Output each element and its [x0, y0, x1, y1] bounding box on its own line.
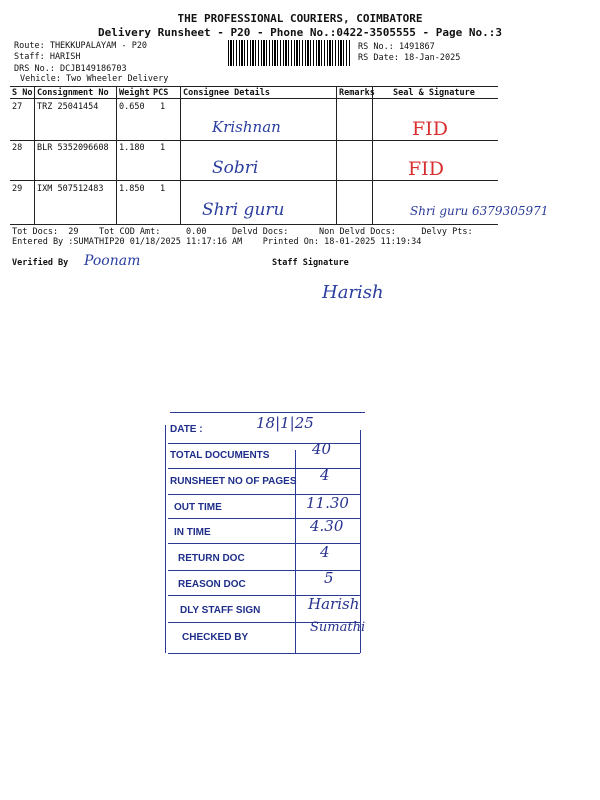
row-pcs: 1 — [160, 102, 166, 112]
stamp-value: Sumathi — [310, 620, 366, 635]
row-sno: 27 — [12, 102, 23, 112]
drs-label: DRS No.: DCJB149186703 — [14, 64, 127, 74]
stamp-value: 18|1|25 — [256, 414, 314, 432]
runsheet-subtitle: Delivery Runsheet - P20 - Phone No.:0422-3505555 - Page No.:3 — [98, 26, 502, 39]
seal-signature: Shri guru 6379305971 — [410, 204, 549, 218]
rs-date: RS Date: 18-Jan-2025 — [358, 53, 461, 63]
verified-label: Verified By — [12, 258, 69, 268]
col-pcs: PCS — [153, 88, 169, 98]
staff-signature: Harish — [322, 282, 384, 303]
row-weight: 1.850 — [119, 184, 145, 194]
entered-line: Entered By :SUMATHIP20 01/18/2025 11:17:16 AM Printed On: 18-01-2025 11:19:34 — [12, 237, 422, 247]
stamp-label: IN TIME — [174, 527, 211, 538]
stamp-value: 4 — [320, 466, 330, 484]
row-weight: 0.650 — [119, 102, 145, 112]
row-pcs: 1 — [160, 143, 166, 153]
row-sno: 29 — [12, 184, 23, 194]
stamp-value: Harish — [308, 595, 360, 613]
col-seal: Seal & Signature — [393, 88, 475, 98]
stamp-label: RUNSHEET NO OF PAGES — [170, 476, 297, 487]
col-weight: Weight — [119, 88, 150, 98]
stamp-value: 4 — [320, 543, 330, 561]
col-consignee: Consignee Details — [183, 88, 270, 98]
row-consignment: TRZ 25041454 — [37, 102, 99, 112]
stamp-label: REASON DOC — [178, 579, 246, 590]
totals-line: Tot Docs: 29 Tot COD Amt: 0.00 Delvd Docs: Non Delvd Docs: Delvy Pts: — [12, 227, 473, 237]
stamp-value: 11.30 — [306, 494, 349, 512]
stamp-value: 4.30 — [310, 517, 344, 535]
stamp-label: CHECKED BY — [182, 632, 249, 643]
stamp-label: TOTAL DOCUMENTS — [170, 450, 270, 461]
col-sno: S No — [12, 88, 33, 98]
stamp-label: DLY STAFF SIGN — [180, 605, 261, 616]
rs-number: RS No.: 1491867 — [358, 42, 435, 52]
seal-signature: FID — [408, 158, 444, 180]
col-consignment: Consignment No — [37, 88, 109, 98]
stamp-label: OUT TIME — [174, 502, 222, 513]
vehicle-label: Vehicle: Two Wheeler Delivery — [20, 74, 169, 84]
seal-signature: FID — [412, 118, 448, 140]
verified-signature: Poonam — [84, 253, 141, 269]
row-weight: 1.180 — [119, 143, 145, 153]
stamp-label: DATE : — [170, 424, 203, 435]
row-pcs: 1 — [160, 184, 166, 194]
row-sno: 28 — [12, 143, 23, 153]
route-label: Route: THEKKUPALAYAM - P20 — [14, 41, 148, 51]
stamp-label: RETURN DOC — [178, 553, 245, 564]
consignee-signature: Sobri — [212, 158, 259, 178]
consignee-signature: Krishnan — [212, 118, 281, 136]
stamp-value: 5 — [324, 569, 334, 587]
stamp-value: 40 — [312, 440, 332, 458]
company-title: THE PROFESSIONAL COURIERS, COIMBATORE — [177, 12, 423, 25]
staff-signature-label: Staff Signature — [272, 258, 349, 268]
barcode — [228, 40, 350, 66]
row-consignment: BLR 5352096608 — [37, 143, 109, 153]
staff-label: Staff: HARISH — [14, 52, 81, 62]
col-remarks: Remarks — [339, 88, 375, 98]
consignee-signature: Shri guru — [202, 200, 285, 220]
receipt-stamp — [160, 410, 380, 655]
row-consignment: IXM 507512483 — [37, 184, 104, 194]
